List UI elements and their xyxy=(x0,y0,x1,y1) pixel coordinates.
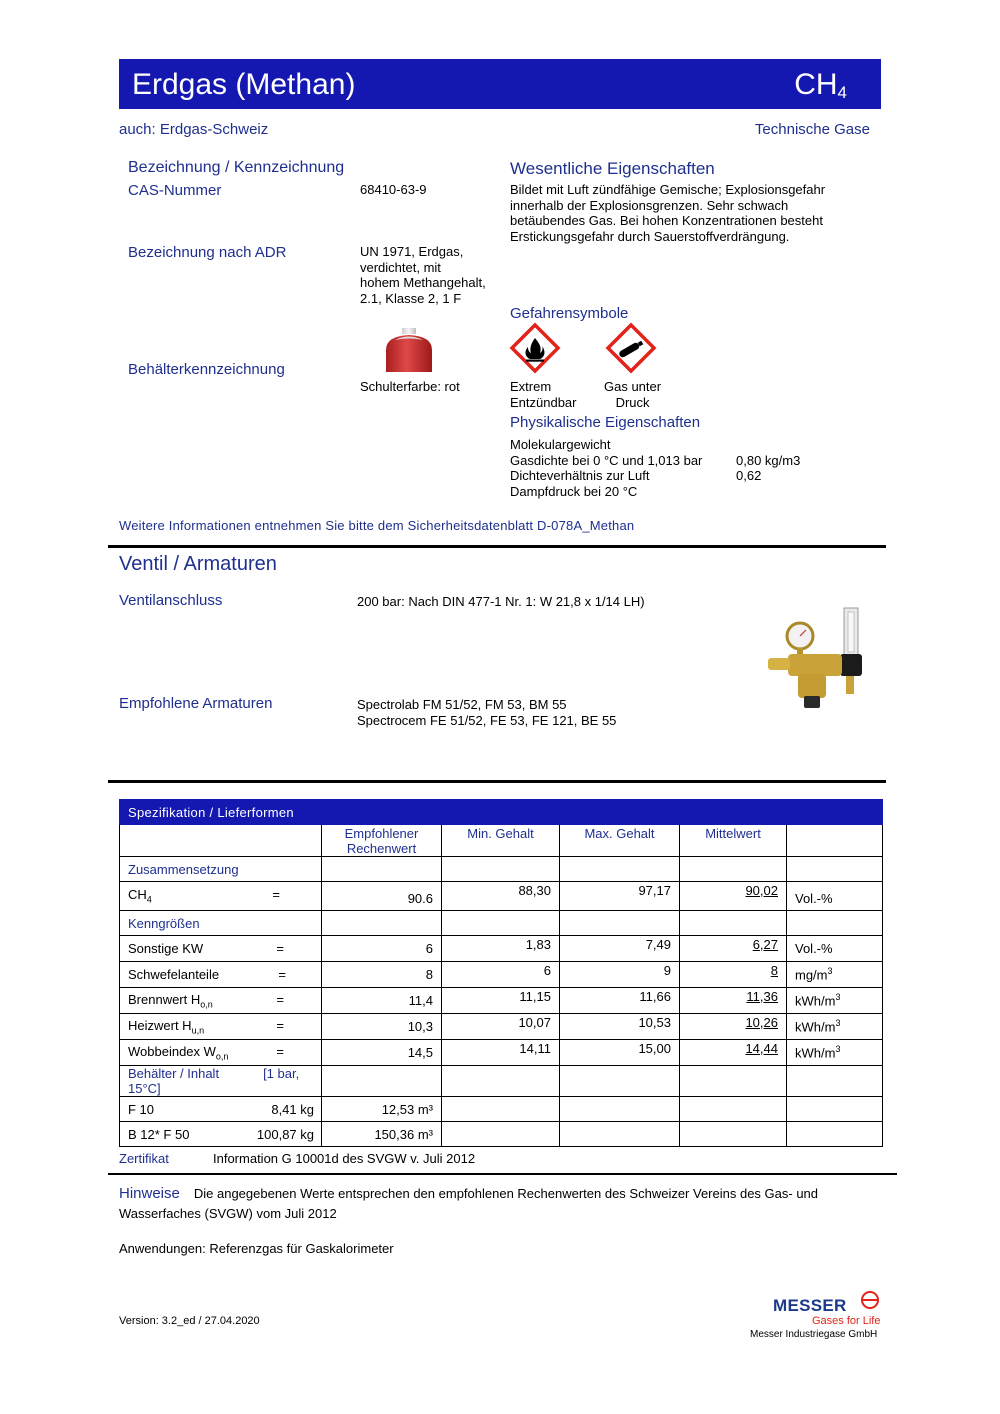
identification-heading: Bezeichnung / Kennzeichnung xyxy=(128,159,345,176)
physical-row: Dichteverhältnis zur Luft 0,62 xyxy=(510,468,762,483)
table-row: Wobbeindex $W_{o,n}$ = 14,5 14,11 15,00 14,44 kWh/$m^3$ xyxy=(120,1040,883,1066)
spec-column-header-row xyxy=(120,825,883,857)
cas-value: 68410-63-9 xyxy=(360,182,427,197)
valve-connection-label: Ventilanschluss xyxy=(119,592,223,609)
messer-logo-icon xyxy=(860,1290,880,1310)
pressure-regulator-image xyxy=(764,606,864,710)
col-min: Min. Gehalt xyxy=(442,825,560,857)
hazard-flame-label: Extrem Entzündbar xyxy=(510,379,577,410)
notes-label: Hinweise xyxy=(119,1185,180,1202)
company-name: Messer Industriegase GmbH xyxy=(750,1329,878,1340)
cas-label: CAS-Nummer xyxy=(128,182,222,199)
row-name: $CH_4$ xyxy=(128,887,152,905)
physical-row: Gasdichte bei 0 °C und 1,013 bar 0,80 kg/m3 xyxy=(510,452,801,468)
gas-cylinder-hazard-icon xyxy=(605,322,657,374)
certificate-value: Information G 10001d des SVGW v. Juli 2012 xyxy=(213,1151,476,1166)
chemical-formula: $CH_4$ xyxy=(794,68,847,102)
alias-name: auch: Erdgas-Schweiz xyxy=(119,121,269,138)
more-info-link[interactable]: Weitere Informationen entnehmen Sie bitte dem Sicherheitsdatenblatt D-078A_Methan xyxy=(119,518,635,533)
shoulder-color: Schulterfarbe: rot xyxy=(360,379,460,394)
certificate-label: Zertifikat xyxy=(119,1151,169,1166)
table-row: B 12* F 50 100,87 kg 150,36 m³ xyxy=(120,1122,883,1147)
title-bar xyxy=(119,59,881,109)
table-row: Schwefelanteile = 8 6 9 8 $mg/m^3$ xyxy=(120,962,883,988)
hazards-heading: Gefahrensymbole xyxy=(510,305,629,322)
table-row: Sonstige KW = 6 1,83 7,49 6,27 Vol.-% xyxy=(120,936,883,962)
col-max: Max. Gehalt xyxy=(560,825,680,857)
hazard-gas-label: Gas unter Druck xyxy=(604,379,662,410)
valve-heading: Ventil / Armaturen xyxy=(119,553,277,575)
category-label: Technische Gase xyxy=(754,121,870,138)
physical-table xyxy=(510,437,840,499)
table-row: F 10 8,41 kg 12,53 m³ xyxy=(120,1097,883,1122)
spec-title-row xyxy=(120,800,883,825)
section-container-row: Behälter / Inhalt [1 bar, 15°C] xyxy=(120,1066,883,1097)
properties-heading: Wesentliche Eigenschaften xyxy=(510,159,715,178)
table-row: Heizwert $H_{u,n}$ = 10,3 10,07 10,53 10,26 kWh/$m^3$ xyxy=(120,1014,883,1040)
adr-label: Bezeichnung nach ADR xyxy=(128,244,287,261)
physical-row: Dampfdruck bei 20 °C xyxy=(510,483,638,499)
cylinder-shoulder-icon xyxy=(382,328,436,372)
brand-logo: MESSER xyxy=(773,1296,847,1315)
flame-hazard-icon xyxy=(509,322,561,374)
col-avg: Mittelwert xyxy=(680,825,787,857)
properties-text: Bildet mit Luft zündfähige Gemische; Explosionsgefahr innerhalb der Explosionsgrenzen. Sehr schwach betäubendes Gas. Bei hohen Konzentrationen besteht Erstickungsgefahr durch Sauerstoffverdrängung. xyxy=(510,182,826,244)
spec-title: Spezifikation / Lieferformen xyxy=(120,800,883,825)
version-text: Version: 3.2_ed / 27.04.2020 xyxy=(119,1315,260,1327)
adr-value: UN 1971, Erdgas, verdichtet, mit hohem Methangehalt, 2.1, Klasse 2, 1 F xyxy=(360,244,486,306)
product-title: Erdgas (Methan) xyxy=(132,68,356,101)
brand-slogan: Gases for Life xyxy=(812,1315,881,1327)
fittings-values: Spectrolab FM 51/52, FM 53, BM 55 Spectrocem FE 51/52, FE 53, FE 121, BE 55 xyxy=(357,697,617,728)
section-composition-row xyxy=(120,857,883,882)
col-recommended: Empfohlener Rechenwert xyxy=(322,825,442,857)
physical-heading: Physikalische Eigenschaften xyxy=(510,414,701,431)
physical-row: Molekulargewicht xyxy=(510,437,611,452)
table-row: Brennwert $H_{o,n}$ = 11,4 11,15 11,66 11,36 kWh/$m^3$ xyxy=(120,988,883,1014)
fittings-label: Empfohlene Armaturen xyxy=(119,695,273,712)
section-divider xyxy=(108,545,886,548)
specification-table xyxy=(119,799,883,1147)
section-composition: Zusammensetzung xyxy=(120,857,322,882)
container-label: Behälterkennzeichnung xyxy=(128,361,285,378)
section-divider xyxy=(108,780,886,783)
section-divider xyxy=(108,1173,897,1175)
table-row: $CH_4$ = 90.6 88,30 97,17 90,02 Vol.-% xyxy=(120,882,883,911)
applications-text: Anwendungen: Referenzgas für Gaskalorimeter xyxy=(119,1241,394,1256)
notes: Hinweise Die angegebenen Werte entsprechen den empfohlenen Rechenwerten des Schweizer Vereins des Gas- und Wasserfaches (SVGW) vom Juli 2012 xyxy=(119,1185,819,1221)
valve-connection-value: 200 bar: Nach DIN 477-1 Nr. 1: W 21,8 x 1/14 LH) xyxy=(357,594,645,609)
section-parameters-row xyxy=(120,911,883,936)
section-parameters: Kenngrößen xyxy=(120,911,322,936)
